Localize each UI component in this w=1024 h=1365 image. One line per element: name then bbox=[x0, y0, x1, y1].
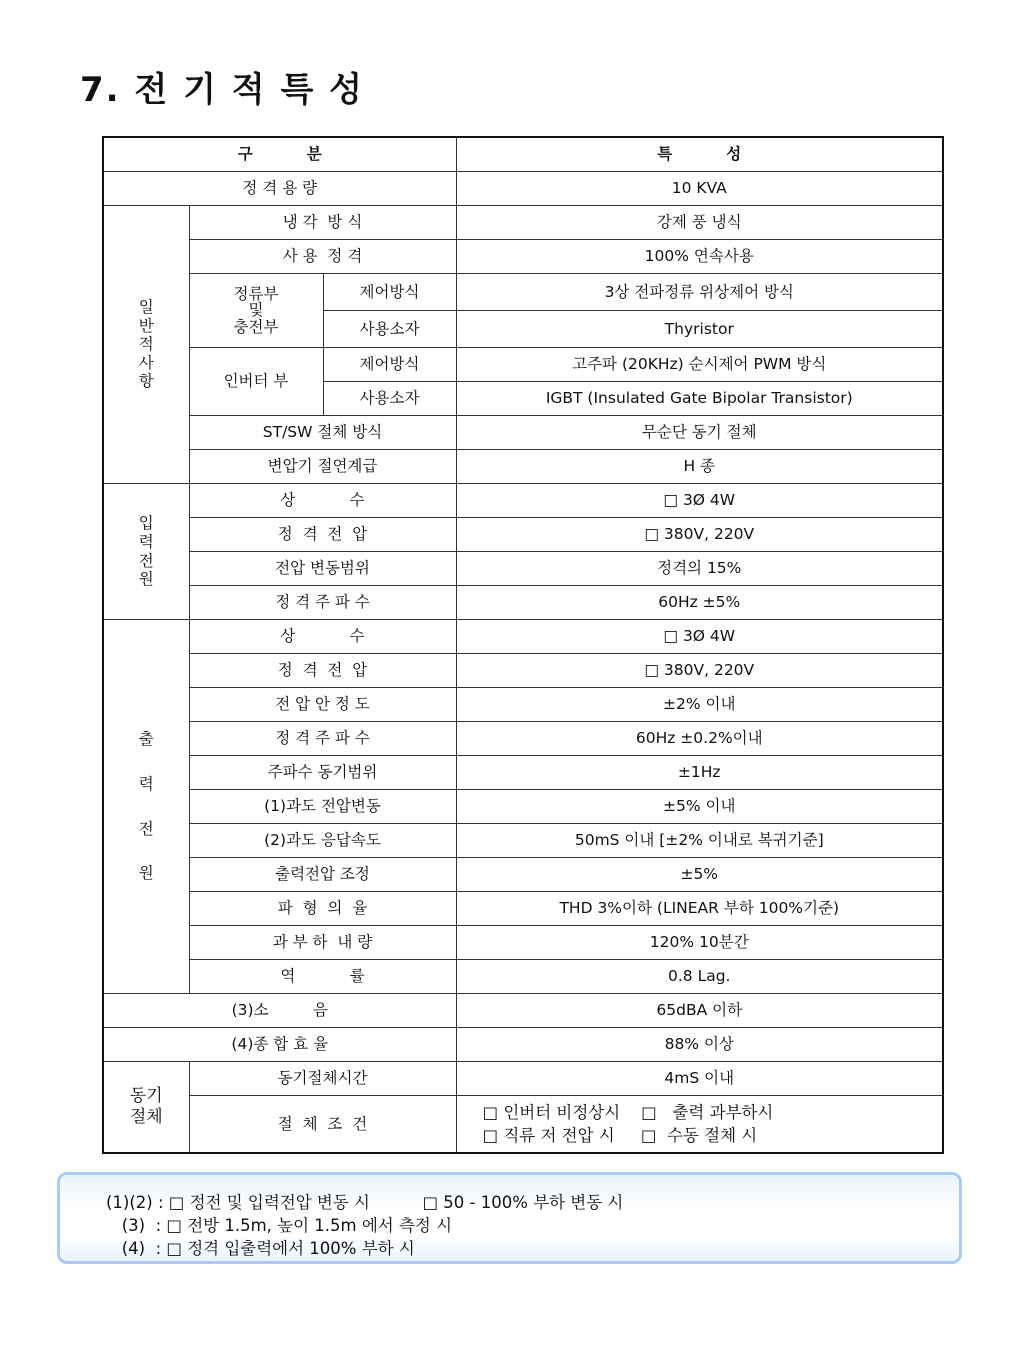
row-value: 4mS 이내 bbox=[456, 1062, 943, 1096]
row-label: (4)종 합 효 율 bbox=[103, 1028, 456, 1062]
table-row bbox=[103, 994, 943, 1028]
row-label: 제어방식 bbox=[323, 274, 456, 311]
row-label: 제어방식 bbox=[323, 348, 456, 382]
row-value: ±1Hz bbox=[456, 756, 943, 790]
row-value: ±2% 이내 bbox=[456, 688, 943, 722]
row-label: 정 격 전 압 bbox=[189, 654, 456, 688]
table-row bbox=[103, 518, 943, 552]
row-value: 88% 이상 bbox=[456, 1028, 943, 1062]
header-category: 구 분 bbox=[103, 137, 456, 172]
table-row bbox=[103, 450, 943, 484]
row-value: 정격의 15% bbox=[456, 552, 943, 586]
row-value: 65dBA 이하 bbox=[456, 994, 943, 1028]
group-line: 동기 bbox=[129, 1085, 163, 1106]
table-row bbox=[103, 1096, 943, 1154]
note-line: (1)(2) : □ 정전 및 입력전압 변동 시 □ 50 - 100% 부하 변동 시 bbox=[106, 1193, 624, 1212]
group-line: 절체 bbox=[129, 1107, 163, 1127]
group-input bbox=[103, 484, 189, 620]
row-value: 고주파 (20KHz) 순시제어 PWM 방식 bbox=[456, 348, 943, 382]
row-value: ±5% 이내 bbox=[456, 790, 943, 824]
row-label: 정 격 용 량 bbox=[103, 172, 456, 206]
row-value: 10 KVA bbox=[456, 172, 943, 206]
row-value: IGBT (Insulated Gate Bipolar Transistor) bbox=[456, 382, 943, 416]
table-row bbox=[103, 240, 943, 274]
row-label: ST/SW 절체 방식 bbox=[189, 416, 456, 450]
table-row bbox=[103, 1062, 943, 1096]
row-label: (1)과도 전압변동 bbox=[189, 790, 456, 824]
header-spec: 특 성 bbox=[456, 137, 943, 172]
notes-box bbox=[57, 1172, 962, 1264]
row-value: □ 380V, 220V bbox=[456, 518, 943, 552]
group-line: 충전부 bbox=[233, 317, 279, 336]
table-row bbox=[103, 620, 943, 654]
table-row bbox=[103, 892, 943, 926]
table-row bbox=[103, 960, 943, 994]
group-char: 원 bbox=[138, 570, 154, 589]
row-value: 60Hz ±5% bbox=[456, 586, 943, 620]
row-value: □ 3Ø 4W bbox=[456, 620, 943, 654]
table-row bbox=[103, 586, 943, 620]
rectifier-group bbox=[189, 274, 323, 348]
group-char: 력 bbox=[138, 532, 154, 551]
row-label: 전압 변동범위 bbox=[189, 552, 456, 586]
condition-line: □ 직류 저 전압 시 □ 수동 절체 시 bbox=[482, 1126, 758, 1145]
row-label: 동기절체시간 bbox=[189, 1062, 456, 1096]
table-row bbox=[103, 926, 943, 960]
row-label: 변압기 절연계급 bbox=[189, 450, 456, 484]
row-value: Thyristor bbox=[456, 311, 943, 348]
row-label: (3)소 음 bbox=[103, 994, 456, 1028]
row-label: 주파수 동기범위 bbox=[189, 756, 456, 790]
row-label: 정 격 주 파 수 bbox=[189, 586, 456, 620]
table-row bbox=[103, 552, 943, 586]
row-label: 사 용 정 격 bbox=[189, 240, 456, 274]
condition-line: □ 인버터 비정상시 □ 출력 과부하시 bbox=[482, 1102, 774, 1122]
row-label: 출력전압 조정 bbox=[189, 858, 456, 892]
row-label: (2)과도 응답속도 bbox=[189, 824, 456, 858]
spec-table bbox=[102, 136, 944, 1154]
group-transfer bbox=[103, 1062, 189, 1154]
table-row bbox=[103, 688, 943, 722]
table-row bbox=[103, 1028, 943, 1062]
row-label: 정 격 전 압 bbox=[189, 518, 456, 552]
inverter-group: 인버터 부 bbox=[189, 348, 323, 416]
row-value: 100% 연속사용 bbox=[456, 240, 943, 274]
page-title: 7. 전 기 적 특 성 bbox=[80, 70, 364, 110]
table-header-row bbox=[103, 137, 943, 172]
row-label: 상 수 bbox=[189, 484, 456, 518]
row-value: ±5% bbox=[456, 858, 943, 892]
row-value: 무순단 동기 절체 bbox=[456, 416, 943, 450]
note-line: (3) : □ 전방 1.5m, 높이 1.5m 에서 측정 시 bbox=[106, 1216, 453, 1236]
row-label: 절 체 조 건 bbox=[189, 1096, 456, 1154]
row-label: 사용소자 bbox=[323, 311, 456, 348]
group-char: 원 bbox=[138, 864, 154, 883]
group-char: 사 bbox=[138, 353, 154, 372]
table-row bbox=[103, 654, 943, 688]
group-line: 정류부 bbox=[233, 285, 279, 304]
row-value: 강제 풍 냉식 bbox=[456, 206, 943, 240]
table-row bbox=[103, 756, 943, 790]
row-label: 과 부 하 내 량 bbox=[189, 926, 456, 960]
table-row bbox=[103, 722, 943, 756]
table-row bbox=[103, 824, 943, 858]
row-value: 50mS 이내 [±2% 이내로 복귀기준] bbox=[456, 824, 943, 858]
row-label: 정 격 주 파 수 bbox=[189, 722, 456, 756]
table-row bbox=[103, 484, 943, 518]
row-label: 사용소자 bbox=[323, 382, 456, 416]
table-row bbox=[103, 274, 943, 311]
row-value: 60Hz ±0.2%이내 bbox=[456, 722, 943, 756]
row-label: 파 형 의 율 bbox=[189, 892, 456, 926]
group-output bbox=[103, 620, 189, 994]
row-label: 역 률 bbox=[189, 960, 456, 994]
group-general bbox=[103, 206, 189, 484]
row-value: 3상 전파정류 위상제어 방식 bbox=[456, 274, 943, 311]
table-row bbox=[103, 206, 943, 240]
group-char: 입 bbox=[138, 514, 154, 533]
row-label: 전 압 안 정 도 bbox=[189, 688, 456, 722]
row-value: □ 380V, 220V bbox=[456, 654, 943, 688]
table-row bbox=[103, 172, 943, 206]
transfer-conditions bbox=[456, 1096, 943, 1154]
row-value: THD 3%이하 (LINEAR 부하 100%기준) bbox=[456, 892, 943, 926]
table-row bbox=[103, 858, 943, 892]
row-value: □ 3Ø 4W bbox=[456, 484, 943, 518]
group-char: 전 bbox=[138, 551, 154, 570]
table-row bbox=[103, 416, 943, 450]
group-char: 항 bbox=[138, 372, 154, 391]
row-value: 120% 10분간 bbox=[456, 926, 943, 960]
row-value: H 종 bbox=[456, 450, 943, 484]
group-char: 출 bbox=[138, 730, 154, 749]
row-value: 0.8 Lag. bbox=[456, 960, 943, 994]
table-row bbox=[103, 348, 943, 382]
row-label: 냉 각 방 식 bbox=[189, 206, 456, 240]
note-line: (4) : □ 정격 입출력에서 100% 부하 시 bbox=[106, 1239, 415, 1259]
group-char: 전 bbox=[138, 819, 154, 838]
row-label: 상 수 bbox=[189, 620, 456, 654]
group-char: 일 bbox=[138, 298, 154, 317]
group-char: 적 bbox=[138, 335, 154, 354]
table-row bbox=[103, 790, 943, 824]
group-line: 및 bbox=[248, 301, 264, 320]
group-char: 반 bbox=[138, 316, 154, 335]
group-char: 력 bbox=[138, 774, 154, 793]
